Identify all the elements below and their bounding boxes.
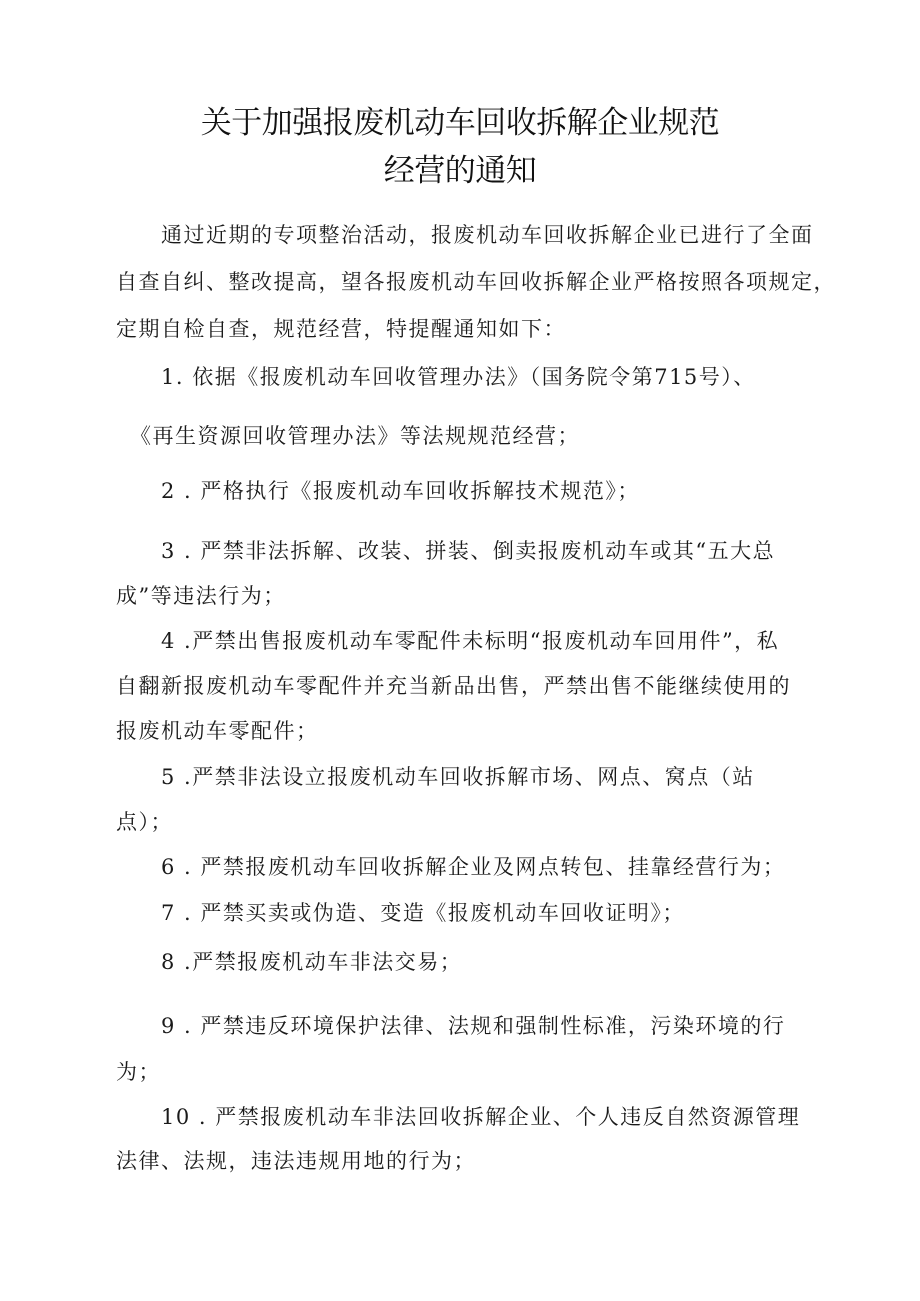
document-title-line-1: 关于加强报废机动车回收拆解企业规范 (200, 105, 720, 141)
intro-line-1: 通过近期的专项整治活动，报废机动车回收拆解企业已进行了全面 (161, 223, 814, 247)
item-3-line-1: 3 . 严禁非法拆解、改装、拼装、倒卖报废机动车或其“五大总 (161, 539, 776, 563)
item-9-line-1: 9 . 严禁违反环境保护法律、法规和强制性标准，污染环境的行 (161, 1014, 786, 1038)
item-3-line-2: 成”等违法行为； (116, 584, 286, 608)
document-title-line-2: 经营的通知 (383, 153, 537, 189)
intro-line-2: 自查自纠、整改提高，望各报废机动车回收拆解企业严格按照各项规定， (116, 270, 836, 294)
item-4-line-1: 4 .严禁出售报废机动车零配件未标明“报废机动车回用件”，私 (161, 629, 780, 653)
item-4-line-3: 报废机动车零配件； (116, 719, 319, 743)
item-1-line-1: 1. 依据《报废机动车回收管理办法》（国务院令第715号）、 (161, 365, 756, 389)
item-1-line-2: 《再生资源回收管理办法》等法规规范经营； (130, 424, 580, 448)
item-7-line-1: 7 . 严禁买卖或伪造、变造《报废机动车回收证明》； (161, 901, 685, 925)
item-8-line-1: 8 .严禁报废机动车非法交易； (161, 950, 463, 974)
item-2-line-1: 2 . 严格执行《报废机动车回收拆解技术规范》； (161, 479, 640, 503)
intro-line-3: 定期自检自查，规范经营，特提醒通知如下： (116, 317, 566, 341)
item-5-line-2: 点）； (116, 810, 173, 834)
item-9-line-2: 为； (116, 1060, 161, 1084)
item-10-line-2: 法律、法规，违法违规用地的行为； (116, 1149, 476, 1173)
item-6-line-1: 6 . 严禁报废机动车回收拆解企业及网点转包、挂靠经营行为； (161, 855, 786, 879)
item-4-line-2: 自翻新报废机动车零配件并充当新品出售，严禁出售不能继续使用的 (116, 674, 791, 698)
item-5-line-1: 5 .严禁非法设立报废机动车回收拆解市场、网点、窝点（站 (161, 765, 755, 789)
item-10-line-1: 10 . 严禁报废机动车非法回收拆解企业、个人违反自然资源管理 (161, 1105, 801, 1129)
